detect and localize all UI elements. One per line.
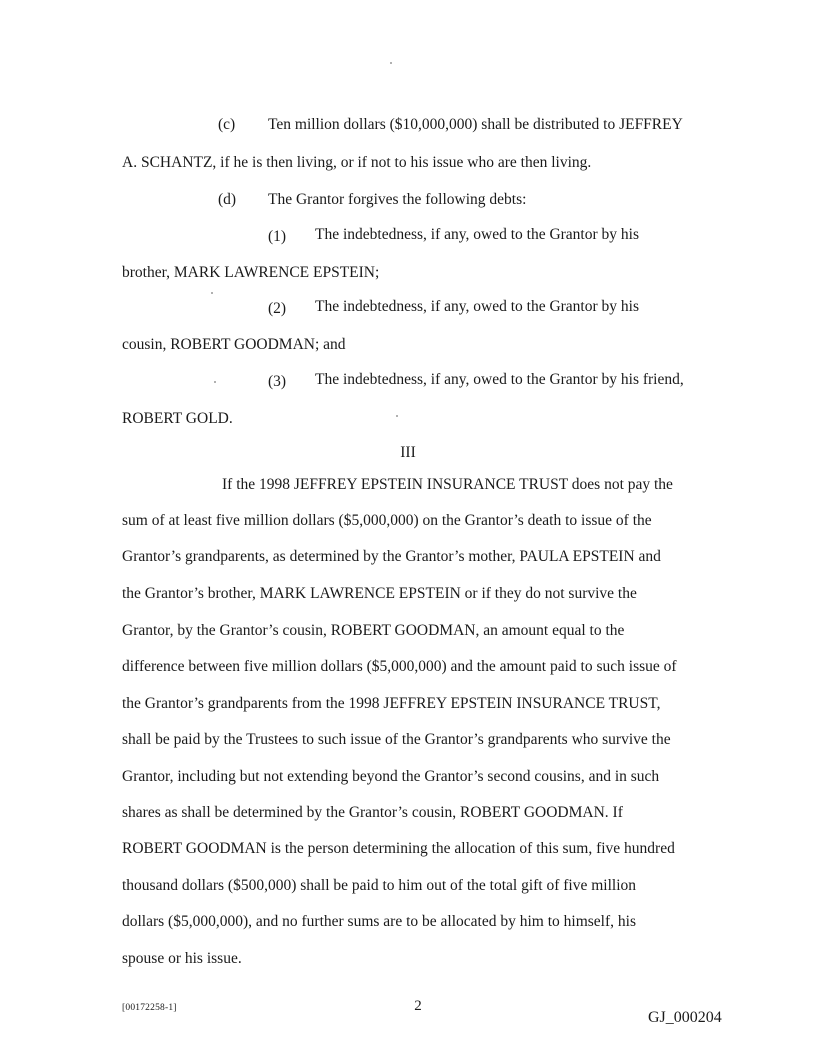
item-c-line-2: A. SCHANTZ, if he is then living, or if not to his issue who are then living. xyxy=(122,154,592,171)
subitem-1-line-1: The indebtedness, if any, owed to the Grantor by his xyxy=(315,226,639,243)
section-line: thousand dollars ($500,000) shall be paid to him out of the total gift of five million xyxy=(122,877,637,894)
section-line: Grantor, including but not extending beyond the Grantor’s second cousins, and in such xyxy=(122,768,660,785)
section-line: Grantor, by the Grantor’s cousin, ROBERT GOODMAN, an amount equal to the xyxy=(122,622,625,639)
subitem-2-label: (2) xyxy=(268,300,287,317)
section-line: Grantor’s grandparents, as determined by the Grantor’s mother, PAULA EPSTEIN and xyxy=(122,548,661,565)
subitem-3-line-1: The indebtedness, if any, owed to the Grantor by his friend, xyxy=(315,371,684,388)
subitem-2-line-2: cousin, ROBERT GOODMAN; and xyxy=(122,336,346,353)
subitem-3-label: (3) xyxy=(268,373,287,390)
scan-speck xyxy=(396,415,398,417)
section-line: ROBERT GOODMAN is the person determining the allocation of this sum, five hundred xyxy=(122,840,675,857)
section-line: If the 1998 JEFFREY EPSTEIN INSURANCE TRUST does not pay the xyxy=(222,476,673,493)
section-heading: III xyxy=(400,444,416,461)
scan-speck xyxy=(211,292,213,294)
subitem-2-line-1: The indebtedness, if any, owed to the Grantor by his xyxy=(315,298,639,315)
scan-speck xyxy=(390,62,392,64)
section-line: sum of at least five million dollars ($5,000,000) on the Grantor’s death to issue of the xyxy=(122,512,652,529)
item-d-label: (d) xyxy=(218,191,237,208)
page-number: 2 xyxy=(414,998,422,1014)
section-line: dollars ($5,000,000), and no further sums are to be allocated by him to himself, his xyxy=(122,913,636,930)
section-line: spouse or his issue. xyxy=(122,950,242,967)
item-c-label: (c) xyxy=(218,116,236,133)
subitem-3-line-2: ROBERT GOLD. xyxy=(122,410,233,427)
section-line: difference between five million dollars ($5,000,000) and the amount paid to such issue of xyxy=(122,658,677,675)
scan-speck xyxy=(214,381,216,383)
item-d-line-1: The Grantor forgives the following debts: xyxy=(268,191,527,208)
item-c-line-1: Ten million dollars ($10,000,000) shall be distributed to JEFFREY xyxy=(268,116,683,133)
document-id: [00172258-1] xyxy=(122,1003,177,1013)
section-line: the Grantor’s brother, MARK LAWRENCE EPSTEIN or if they do not survive the xyxy=(122,585,637,602)
section-line: shares as shall be determined by the Grantor’s cousin, ROBERT GOODMAN. If xyxy=(122,804,623,821)
bates-number: GJ_000204 xyxy=(648,1009,722,1026)
subitem-1-label: (1) xyxy=(268,228,287,245)
subitem-1-line-2: brother, MARK LAWRENCE EPSTEIN; xyxy=(122,264,380,281)
section-line: shall be paid by the Trustees to such issue of the Grantor’s grandparents who survive the xyxy=(122,731,671,748)
section-line: the Grantor’s grandparents from the 1998 JEFFREY EPSTEIN INSURANCE TRUST, xyxy=(122,695,661,712)
